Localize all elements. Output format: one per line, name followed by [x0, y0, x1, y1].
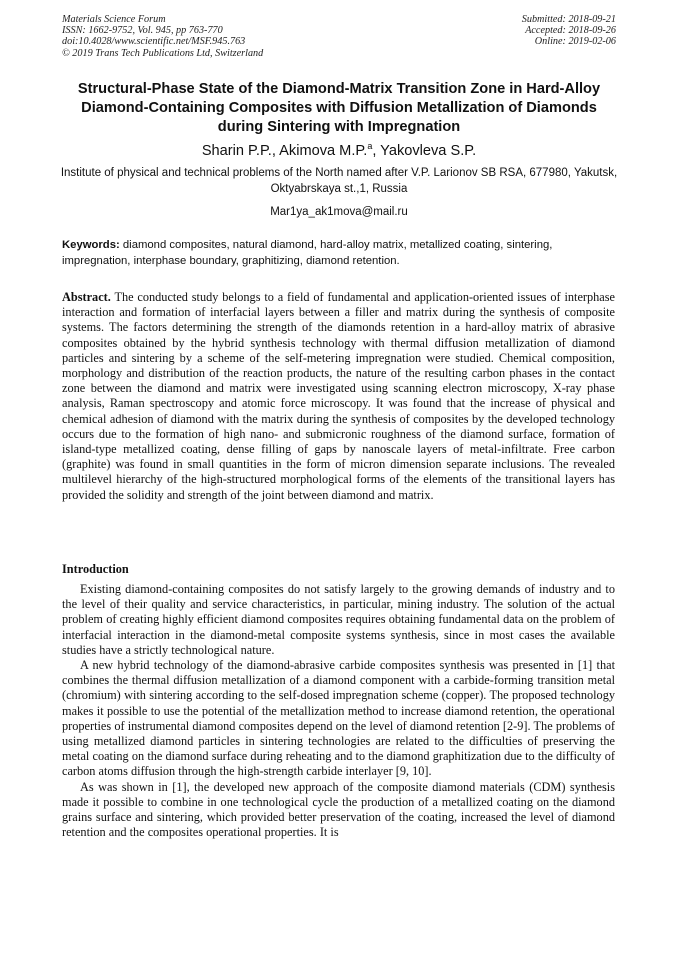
journal-name: Materials Science Forum: [62, 14, 166, 25]
keywords-label: Keywords:: [62, 239, 120, 251]
author-email: Mar1ya_ak1mova@mail.ru: [270, 206, 408, 218]
intro-paragraph-3: As was shown in [1], the developed new approach of the composite diamond materials (CDM) synthesis made it possible to combine in one technological cycle the production of a metallized coating on the diamond grains surface and sintering, which provided better preservation of the coating, increased the level of diamond retention and the composites operational properties. It is: [62, 779, 615, 840]
paper-title: Structural-Phase State of the Diamond-Matrix Transition Zone in Hard-Alloy Diamond-Containing Composites with Diffusion Metallization of Diamonds during Sintering with Impregnation: [77, 81, 601, 135]
abstract-label: Abstract.: [62, 290, 111, 304]
author-affiliation-mark: a: [367, 141, 373, 152]
journal-header-right: [522, 14, 616, 48]
journal-header-left: [62, 14, 263, 59]
abstract-text: The conducted study belongs to a field of fundamental and application-oriented issues of interphase interaction and formation of interfacial layers between a filler and matrix during the synthesis of composite systems. The factors determining the strength of the diamonds retention in a hard-alloy matrix of abrasive composites obtained by the hybrid synthesis technology with thermal diffusion metallization of diamond particles and sintering by a scheme of the self-metering impregnation were studied. Chemical composition, morphology and distribution of the reaction products, the nature of the resulting carbon phases in the contact zone between the diamond and matrix were investigated using scanning electron microscopy, X-ray phase analysis, Raman spectroscopy and atomic force microscopy. It was found that the increase of physical and chemical adhesion of diamond with the matrix during the synthesis of composites by the developed technology occurs due to the formation of high nano- and submicronic roughness of the diamond surface, formation of island-type metallized coating, dense filling of gaps by nanoscale layers of metal-infiltrate. Free carbon (graphite) was found in small quantities in the form of micron dimension separate inclusions. The revealed multilevel hierarchy of the high-structured morphological forms of the elements of the transitional layers has provided the solidity and strength of the joint between diamond and matrix.: [62, 290, 615, 502]
intro-paragraph-1: Existing diamond-containing composites do not satisfy largely to the growing demands of industry and to the level of their quality and service characteristics, in particular, mining industry. The solution of the actual problem of creating highly efficient diamond composites requires obtaining fundamental data on the problem of interfacial interaction in the diamond-metal composite systems synthesis, since in most cases the available studies have a strictly technological nature.: [62, 582, 615, 657]
authors-rest: , Yakovleva S.P.: [372, 143, 477, 159]
doi: doi:10.4028/www.scientific.net/MSF.945.763: [62, 36, 246, 48]
copyright: © 2019 Trans Tech Publications Ltd, Switzerland: [62, 47, 264, 59]
author-list: [60, 141, 618, 161]
affiliation: Institute of physical and technical problems of the North named after V.P. Larionov SB RSA, 677980, Yakutsk, Oktyabrskaya st.,1, Russia: [60, 167, 618, 195]
submitted-date: Submitted: 2018-09-21: [521, 14, 616, 25]
keywords-block: [62, 238, 615, 269]
intro-paragraph-2: A new hybrid technology of the diamond-abrasive carbide composites synthesis was presented in [1] that combines the thermal diffusion metallization of a diamond component with a carbide-forming transition metal (chromium) with sintering according to the self-dosed impregnation scheme (copper). The proposed technology makes it possible to use the potential of the metallization method to increase diamond retention, the operational properties of instrumental diamond composites depend on the level of diamond retention [2-9]. The problems of using metallized diamond particles in sintering technologies are related to the difficulties of preserving the metal coating on the diamond surface during reheating and to the diamond graphitization due to the difficulty of carbon atoms diffusion through the high-strength carbide interlayer [9, 10].: [62, 658, 615, 779]
online-date: Online: 2019-02-06: [534, 36, 616, 48]
introduction-body: [62, 582, 615, 840]
keywords-text: diamond composites, natural diamond, hard-alloy matrix, metallized coating, sintering, impregnation, interphase boundary, graphitizing, diamond retention.: [62, 239, 553, 267]
authors-main: Sharin P.P., Akimova M.P.: [201, 143, 368, 159]
accepted-date: Accepted: 2018-09-26: [525, 25, 616, 37]
abstract-block: [62, 290, 615, 503]
section-heading-introduction: Introduction: [62, 562, 129, 576]
issn-volume: ISSN: 1662-9752, Vol. 945, pp 763-770: [62, 25, 223, 37]
